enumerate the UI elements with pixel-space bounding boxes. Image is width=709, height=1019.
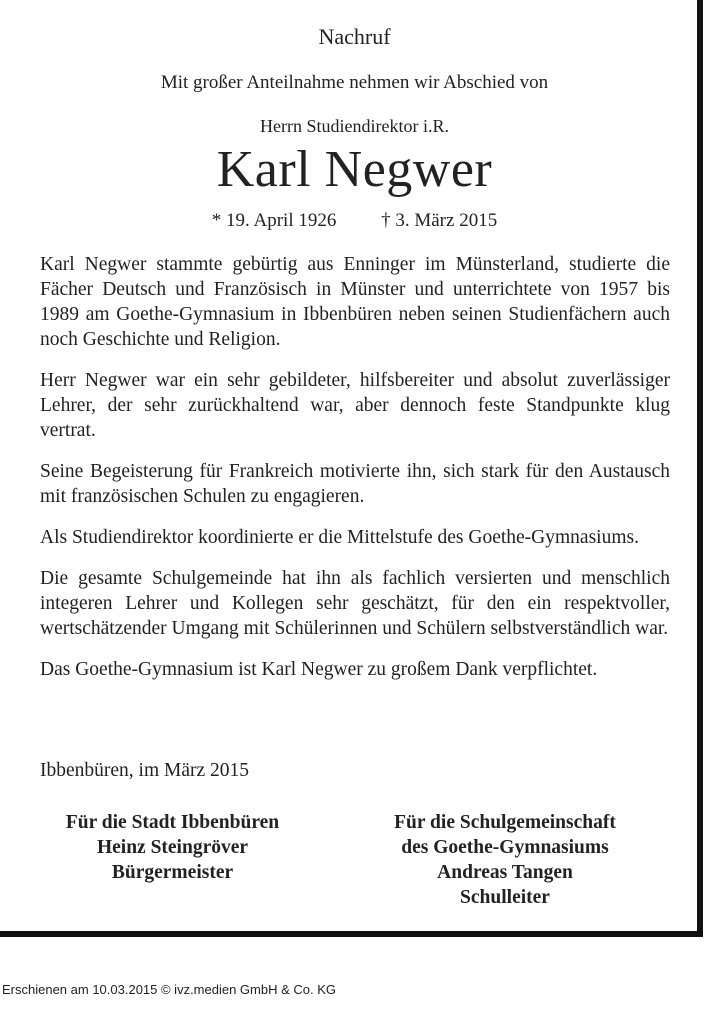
place-date: Ibbenbüren, im März 2015 <box>40 760 250 781</box>
signature-line: des Goethe-Gymnasiums <box>401 837 609 858</box>
paragraph: Herr Negwer war ein sehr gebildeter, hilfsbereiter und absolut zuverlässiger Lehrer, der sehr zurückhaltend war, aber dennoch feste Standpunkte klug vertrat. <box>40 370 670 441</box>
paragraph: Das Goethe-Gymnasium ist Karl Negwer zu großem Dank verpflichtet. <box>40 659 598 680</box>
life-dates <box>0 210 709 232</box>
signature-line: Schulleiter <box>460 887 550 908</box>
death-date: † 3. März 2015 <box>381 210 498 231</box>
signature-line: Heinz Steingröver <box>96 837 249 858</box>
birth-date: * 19. April 1926 <box>211 210 337 231</box>
obituary-body <box>40 252 670 698</box>
honorific: Herrn Studiendirektor i.R. <box>260 116 449 136</box>
paragraph: Karl Negwer stammte gebürtig aus Enninger im Münsterland, studierte die Fächer Deutsch und Französisch in Münster und unterrichtete von 1957 bis 1989 am Goethe-Gymnasium in Ibbenbüren neben seinen Studienfächern auch noch Geschichte und Religion. <box>40 254 670 350</box>
signature-left <box>40 810 305 885</box>
paragraph: Als Studiendirektor koordinierte er die Mittelstufe des Goethe-Gymnasiums. <box>40 527 639 548</box>
paragraph: Seine Begeisterung für Frankreich motivierte ihn, sich stark für den Austausch mit französischen Schulen zu engagieren. <box>40 461 670 507</box>
signature-line: Für die Schulgemeinschaft <box>394 812 616 833</box>
notice-title: Nachruf <box>318 24 391 49</box>
signature-right <box>360 810 650 910</box>
signature-line: Für die Stadt Ibbenbüren <box>65 812 280 833</box>
signature-line: Andreas Tangen <box>437 862 573 883</box>
paragraph: Die gesamte Schulgemeinde hat ihn als fachlich versierten und menschlich integeren Lehrer und Kollegen sehr geschätzt, für den ein respektvoller, wertschätzender Umgang mit Schülerinnen und Schülern selbstverständlich war. <box>40 568 670 639</box>
publication-footer: Erschienen am 10.03.2015 © ivz.medien GmbH & Co. KG <box>2 982 337 997</box>
deceased-name: Karl Negwer <box>216 141 493 198</box>
notice-intro: Mit großer Anteilnahme nehmen wir Abschied von <box>160 72 549 93</box>
signature-line: Bürgermeister <box>111 862 234 883</box>
